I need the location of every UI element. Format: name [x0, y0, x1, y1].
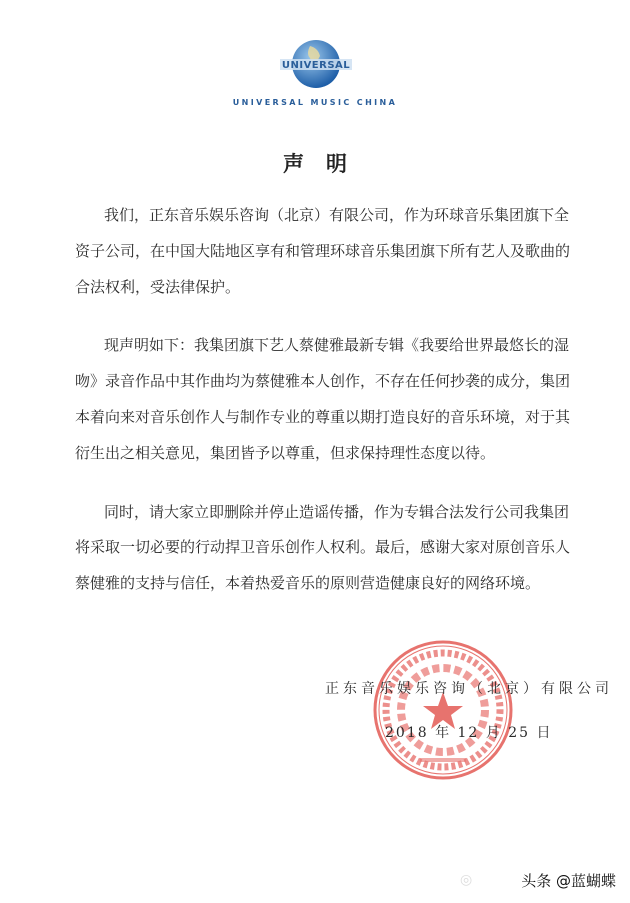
- paragraph-2-line: 吻》录音作品中其作曲均为蔡健雅本人创作，不存在任何抄袭的成分，集团: [75, 372, 571, 390]
- signature-company: 正东音乐娱乐咨询（北京）有限公司: [325, 681, 613, 697]
- paragraph-2-line: 本着向来对音乐创作人与制作专业的尊重以期打造良好的音乐环境，对于其: [75, 408, 571, 426]
- company-seal: [368, 640, 518, 780]
- paragraph-3-line: 将采取一切必要的行动捍卫音乐创作人权利。最后，感谢大家对原创音乐人: [75, 538, 571, 556]
- signature-date: 2018 年 12 月 25 日: [385, 725, 553, 741]
- paragraph-1-line: 合法权利，受法律保护。: [75, 278, 241, 296]
- weibo-icon: ◎: [460, 872, 473, 888]
- document-title: 声明: [283, 151, 369, 176]
- paragraph-3-line: 蔡健雅的支持与信任，本着热爱音乐的原则营造健康良好的网络环境。: [75, 574, 541, 592]
- universal-globe-logo: [281, 36, 351, 92]
- watermark: 头条 @蓝蝴蝶: [521, 872, 616, 890]
- paragraph-2-line: 衍生出之相关意见，集团皆予以尊重，但求保持理性态度以待。: [75, 444, 496, 462]
- brand-name: UNIVERSAL MUSIC CHINA: [232, 98, 398, 107]
- paragraph-3-line: 同时，请大家立即删除并停止造谣传播，作为专辑合法发行公司我集团: [104, 503, 570, 521]
- paragraph-1-line: 我们，正东音乐娱乐咨询（北京）有限公司，作为环球音乐集团旗下全: [104, 206, 570, 224]
- svg-text:UNIVERSAL: UNIVERSAL: [281, 60, 351, 71]
- paragraph-2-line: 现声明如下：我集团旗下艺人蔡健雅最新专辑《我要给世界最悠长的湿: [104, 336, 570, 354]
- paragraph-1-line: 资子公司，在中国大陆地区享有和管理环球音乐集团旗下所有艺人及歌曲的: [75, 242, 571, 260]
